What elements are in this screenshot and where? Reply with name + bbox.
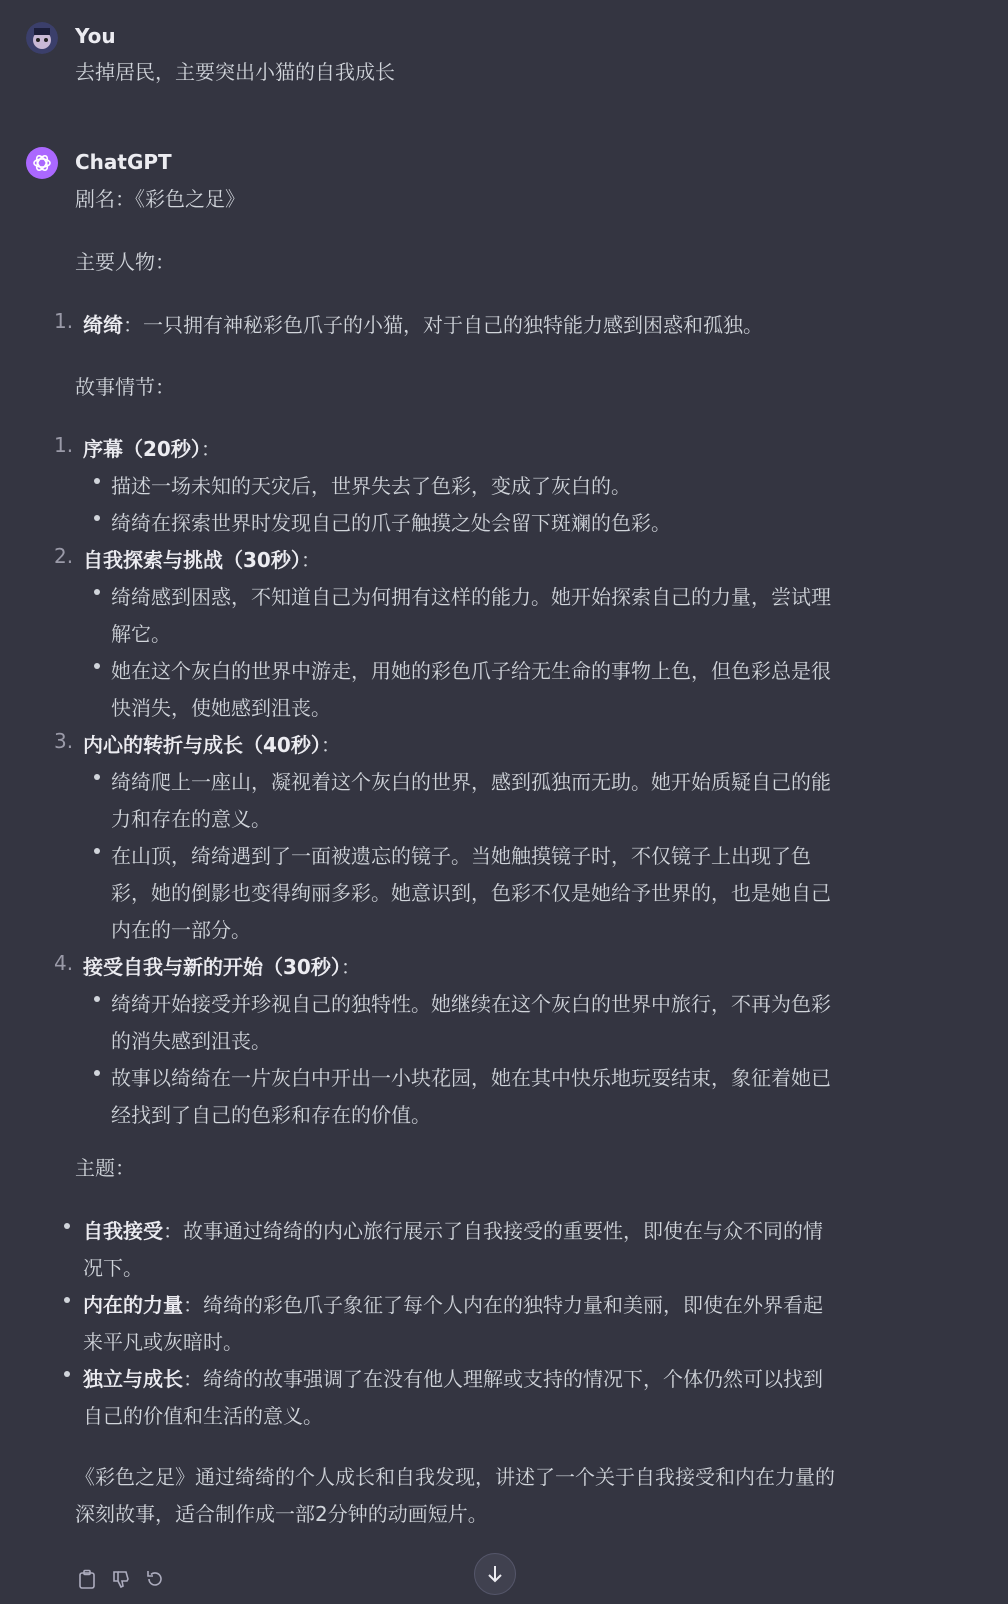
plot-section-colon: ： [200, 437, 221, 461]
plot-heading: 故事情节： [75, 375, 175, 399]
bullet-dot [64, 1223, 70, 1229]
arrow-down-icon [486, 1564, 504, 1584]
theme-text: ：绮绮的彩色爪子象征了每个人内在的独特力量和美丽，即使在外界看起 [183, 1293, 823, 1317]
user-name: You [75, 24, 116, 48]
bullet-dot [94, 1070, 100, 1076]
plot-bullet-line: 解它。 [111, 622, 171, 646]
list-number: 3. [54, 729, 74, 753]
theme-name: 内在的力量 [83, 1293, 183, 1317]
plot-section-title [83, 729, 341, 758]
theme-line [83, 1289, 823, 1318]
theme-line [83, 1363, 823, 1392]
plot-bullet-line: 绮绮开始接受并珍视自己的独特性。她继续在这个灰白的世界中旅行，不再为色彩 [111, 992, 831, 1016]
regenerate-icon[interactable] [144, 1568, 166, 1590]
copy-icon[interactable] [76, 1568, 98, 1590]
bullet-dot [64, 1297, 70, 1303]
plot-bullet-line: 绮绮在探索世界时发现自己的爪子触摸之处会留下斑斓的色彩。 [111, 511, 671, 535]
plot-bullet-line: 绮绮爬上一座山，凝视着这个灰白的世界，感到孤独而无助。她开始质疑自己的能 [111, 770, 831, 794]
themes-heading: 主题： [75, 1156, 135, 1180]
plot-section-colon: ： [320, 733, 341, 757]
plot-bullet-line: 绮绮感到困惑，不知道自己为何拥有这样的能力。她开始探索自己的力量，尝试理 [111, 585, 831, 609]
assistant-name: ChatGPT [75, 150, 172, 174]
plot-bullet-line: 的消失感到沮丧。 [111, 1029, 271, 1053]
plot-bullet-line: 力和存在的意义。 [111, 807, 271, 831]
theme-line: 自己的价值和生活的意义。 [83, 1404, 323, 1428]
list-number: 1. [54, 433, 74, 457]
bullet-dot [94, 663, 100, 669]
plot-bullet-line: 她在这个灰白的世界中游走，用她的彩色爪子给无生命的事物上色，但色彩总是很 [111, 659, 831, 683]
list-number: 4. [54, 951, 74, 975]
bullet-dot [94, 589, 100, 595]
character-desc: ：一只拥有神秘彩色爪子的小猫，对于自己的独特能力感到困惑和孤独。 [123, 313, 763, 337]
user-message-text: 去掉居民，主要突出小猫的自我成长 [75, 60, 395, 84]
bullet-dot [94, 515, 100, 521]
plot-section-name: 序幕（20秒） [83, 437, 201, 461]
plot-section-name: 内心的转折与成长（40秒） [83, 733, 321, 757]
conclusion-line: 《彩色之足》通过绮绮的个人成长和自我发现，讲述了一个关于自我接受和内在力量的 [75, 1465, 835, 1489]
plot-section-title [83, 433, 221, 462]
theme-name: 独立与成长 [83, 1367, 183, 1391]
bullet-dot [94, 996, 100, 1002]
plot-section-title [83, 951, 361, 980]
theme-text: ：绮绮的故事强调了在没有他人理解或支持的情况下，个体仍然可以找到 [183, 1367, 823, 1391]
plot-bullet-line: 描述一场未知的天灾后，世界失去了色彩，变成了灰白的。 [111, 474, 631, 498]
bullet-dot [94, 478, 100, 484]
plot-section-title [83, 544, 321, 573]
plot-bullet-line: 故事以绮绮在一片灰白中开出一小块花园，她在其中快乐地玩耍结束，象征着她已 [111, 1066, 831, 1090]
plot-bullet-line: 快消失，使她感到沮丧。 [111, 696, 331, 720]
thumbs-down-icon[interactable] [110, 1568, 132, 1590]
plot-section-name: 自我探索与挑战（30秒） [83, 548, 301, 572]
theme-text: ：故事通过绮绮的内心旅行展示了自我接受的重要性，即使在与众不同的情 [163, 1219, 823, 1243]
plot-section-name: 接受自我与新的开始（30秒） [83, 955, 341, 979]
plot-bullet-line: 经找到了自己的色彩和存在的价值。 [111, 1103, 431, 1127]
plot-bullet-line: 在山顶，绮绮遇到了一面被遗忘的镜子。当她触摸镜子时，不仅镜子上出现了色 [111, 844, 811, 868]
theme-name: 自我接受 [83, 1219, 163, 1243]
plot-bullet-line: 内在的一部分。 [111, 918, 251, 942]
list-number: 2. [54, 544, 74, 568]
conclusion-line: 深刻故事，适合制作成一部2分钟的动画短片。 [75, 1502, 488, 1526]
characters-heading: 主要人物： [75, 250, 175, 274]
character-name: 绮绮 [83, 313, 123, 337]
chatgpt-logo-icon [26, 147, 58, 179]
theme-line [83, 1215, 823, 1244]
bullet-dot [94, 774, 100, 780]
theme-line: 况下。 [83, 1256, 143, 1280]
play-title: 剧名：《彩色之足》 [75, 187, 245, 211]
scroll-to-bottom-button[interactable] [474, 1553, 516, 1595]
plot-bullet-line: 彩，她的倒影也变得绚丽多彩。她意识到，色彩不仅是她给予世界的，也是她自己 [111, 881, 831, 905]
message-actions [76, 1568, 166, 1590]
theme-line: 来平凡或灰暗时。 [83, 1330, 243, 1354]
user-avatar[interactable] [26, 22, 58, 54]
plot-section-colon: ： [340, 955, 361, 979]
bullet-dot [64, 1371, 70, 1377]
bullet-dot [94, 848, 100, 854]
plot-section-colon: ： [300, 548, 321, 572]
character-item [83, 309, 763, 338]
list-number: 1. [54, 309, 74, 333]
